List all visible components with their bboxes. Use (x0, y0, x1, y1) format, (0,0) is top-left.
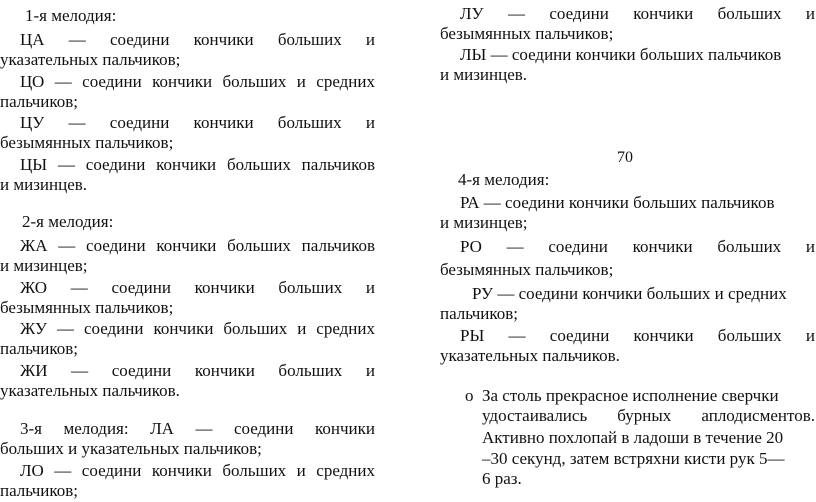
melody-3-lo-line-2: пальчиков; (0, 481, 79, 500)
melody-2-zho-line-2: безымянных пальчиков; (0, 298, 174, 317)
melody-2-zha-line-2: и мизинцев; (0, 256, 88, 275)
melody-2-zhi-line-1: ЖИ — соедини кончики больших и (20, 361, 375, 380)
melody-3-lu-line-1: ЛУ — соедини кончики больших и (460, 4, 815, 23)
melody-1-cy-line-1: ЦЫ — соедини кончики больших пальчиков (20, 155, 375, 174)
melody-3-lu-line-2: безымянных пальчиков; (440, 24, 614, 43)
melody-3-line-1: 3-я мелодия: ЛА — соедини кончики (20, 419, 375, 438)
note-line-3: Активно похлопай в ладоши в течение 20 (482, 428, 784, 447)
melody-3-line-2: больших и указательных пальчиков; (0, 439, 262, 458)
page-number: 70 (617, 149, 633, 166)
melody-2-title: 2-я мелодия: (22, 212, 114, 231)
melody-1-co-line-2: пальчиков; (0, 92, 79, 111)
melody-4-ro-line-1: РО — соедини кончики больших и (460, 237, 815, 256)
melody-2-zha-line-1: ЖА — соедини кончики больших пальчиков (20, 236, 375, 255)
melody-1-co-line-1: ЦО — соедини кончики больших и средних (20, 72, 375, 91)
melody-2-zhu-line-2: пальчиков; (0, 339, 79, 358)
melody-4-ra-line-1: РА — соедини кончики больших пальчиков (460, 193, 775, 212)
note-line-2: удостаивались бурных аплодисментов. (482, 406, 815, 425)
melody-1-cu-line-2: безымянных пальчиков; (0, 133, 174, 152)
bullet-marker: o (465, 386, 474, 405)
melody-1-cy-line-2: и мизинцев. (0, 175, 88, 194)
melody-4-title: 4-я мелодия: (458, 170, 550, 189)
melody-1-ca-line-1: ЦА — соедини кончики больших и (20, 30, 375, 49)
note-line-1: За столь прекрасное исполнение сверчки (482, 386, 779, 405)
melody-1-cu-line-1: ЦУ — соедини кончики больших и (20, 113, 375, 132)
melody-2-zhu-line-1: ЖУ — соедини кончики больших и средних (20, 319, 375, 338)
melody-3-ly-line-2: и мизинцев. (440, 65, 528, 84)
melody-1-ca-line-2: указательных пальчиков; (0, 50, 181, 69)
melody-4-ru-line-1: РУ — соедини кончики больших и средних (472, 284, 787, 303)
melody-4-ro-line-2: безымянных пальчиков; (440, 260, 614, 279)
melody-2-zho-line-1: ЖО — соедини кончики больших и (20, 278, 375, 297)
melody-3-ly-line-1: ЛЫ — соедини кончики больших пальчиков (460, 45, 782, 64)
melody-4-ra-line-2: и мизинцев; (440, 213, 528, 232)
note-line-5: 6 раз. (482, 469, 522, 488)
note-line-4: –30 секунд, затем встряхни кисти рук 5— (482, 449, 785, 468)
melody-4-ry-line-1: РЫ — соедини кончики больших и (460, 326, 815, 345)
melody-4-ry-line-2: указательных пальчиков. (440, 346, 620, 365)
melody-3-lo-line-1: ЛО — соедини кончики больших и средних (20, 461, 375, 480)
melody-2-zhi-line-2: указательных пальчиков. (0, 381, 180, 400)
melody-1-title: 1-я мелодия: (25, 6, 117, 25)
melody-4-ru-line-2: пальчиков; (440, 304, 519, 323)
